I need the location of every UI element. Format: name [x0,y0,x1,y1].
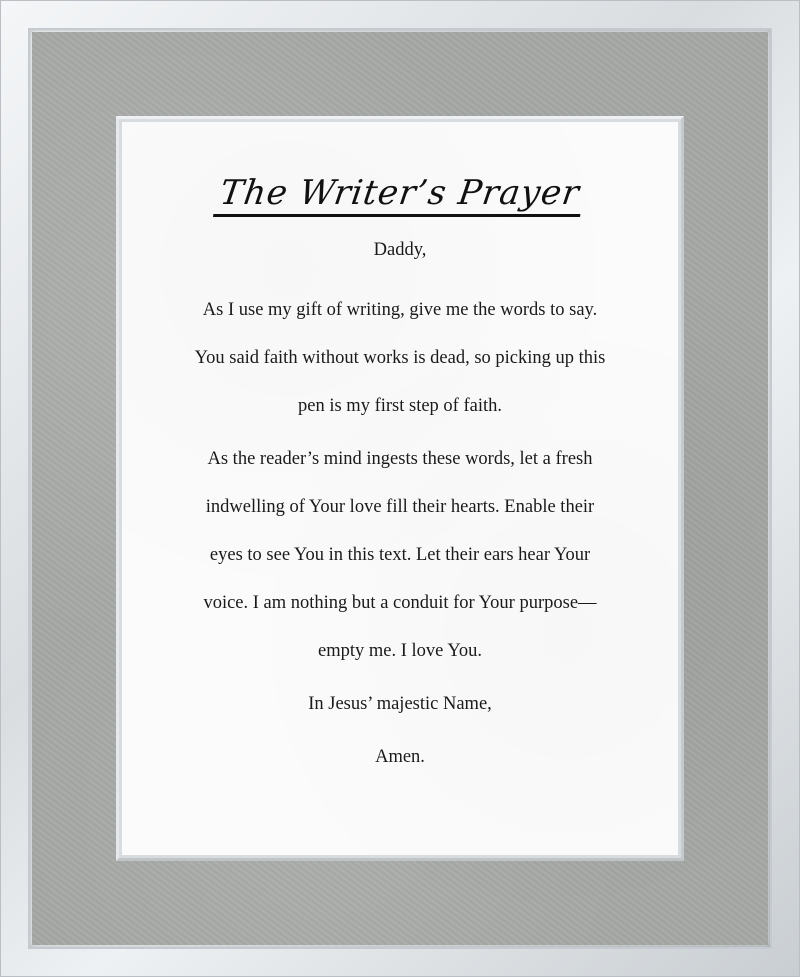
paragraph2-line: voice. I am nothing but a conduit for Your purpose— [203,593,597,613]
salutation: Daddy, [373,240,427,260]
paragraph1-line: As I use my gift of writing, give me the words to say. [202,300,598,320]
paragraph2-line: As the reader’s mind ingests these words, let a fresh [207,449,593,469]
paragraph2-line: empty me. I love You. [318,641,482,661]
paragraph2-line: indwelling of Your love fill their hearts. Enable their [205,497,595,517]
prayer-title: The Writer’s Prayer [213,174,586,217]
title-container [122,174,678,217]
paragraph1-line: You said faith without works is dead, so picking up this [194,348,606,368]
prayer-body [122,230,678,781]
amen-line: Amen. [375,747,425,767]
prayer-paper [122,122,678,855]
closing-line: In Jesus’ majestic Name, [308,694,492,714]
paragraph2-line: eyes to see You in this text. Let their ears hear Your [209,545,591,565]
paragraph1-line: pen is my first step of faith. [298,396,502,416]
